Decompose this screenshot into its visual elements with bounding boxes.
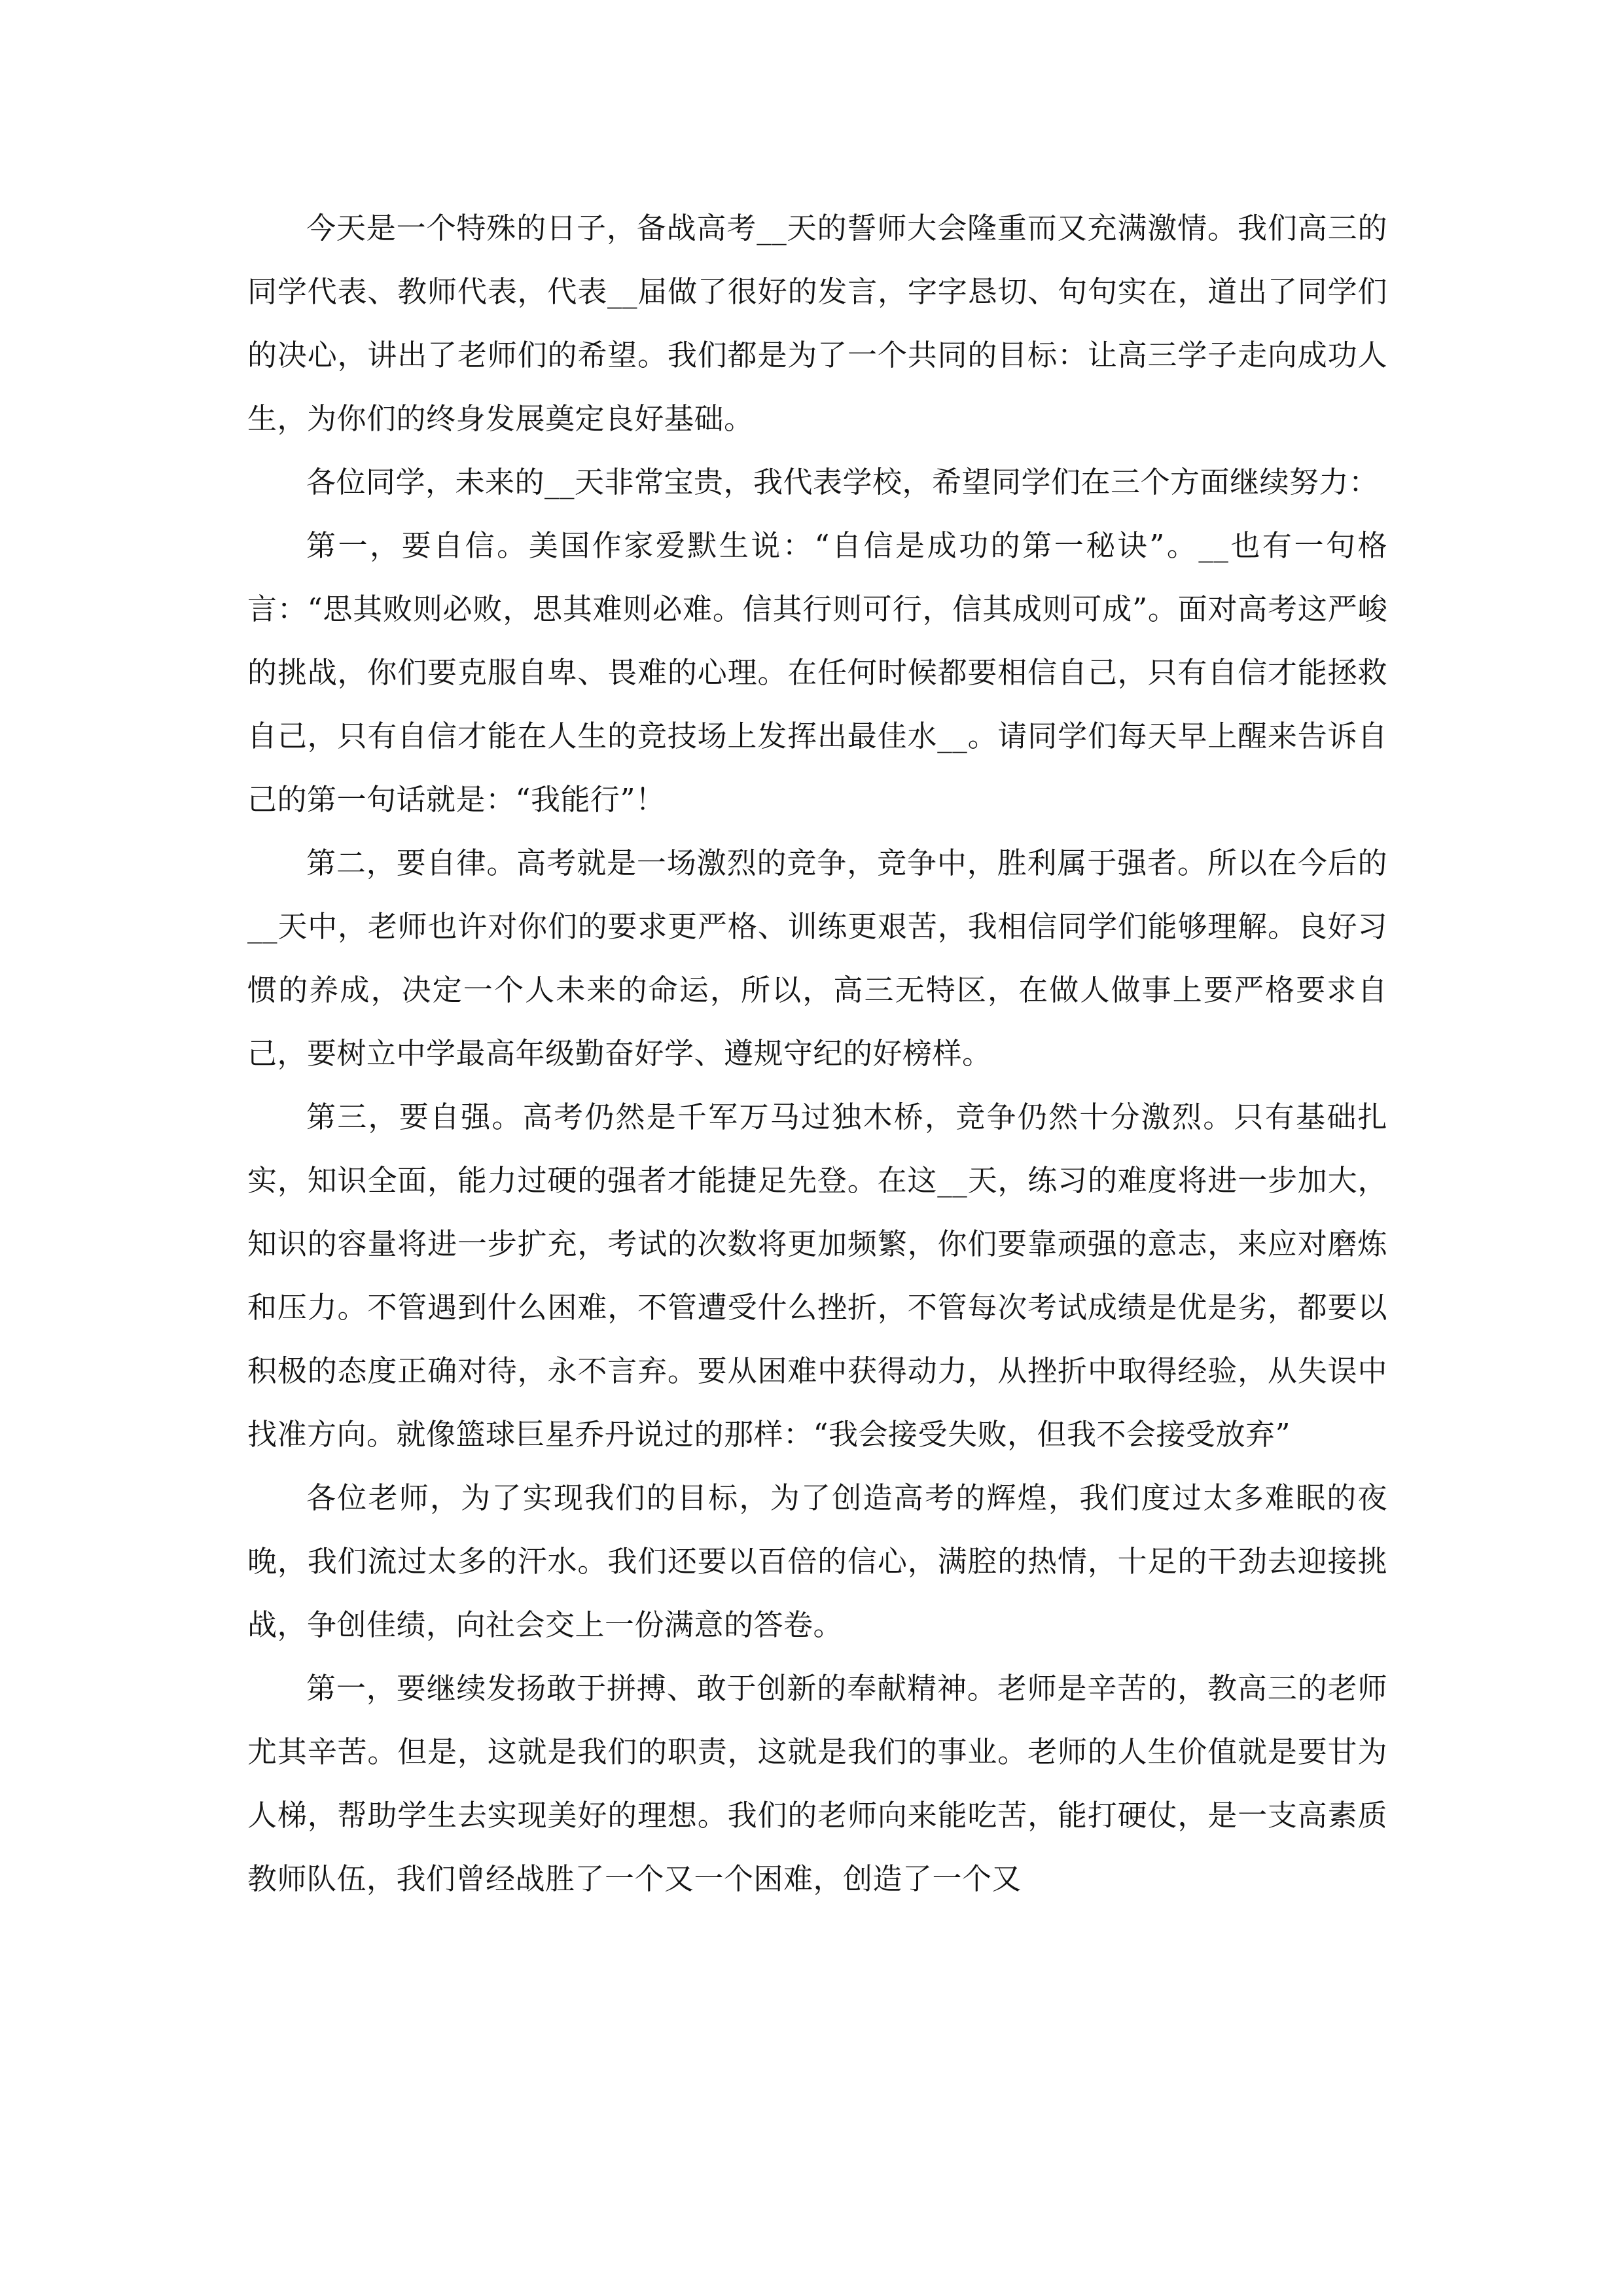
paragraph-teachers-address: 各位老师，为了实现我们的目标，为了创造高考的辉煌，我们度过太多难眠的夜晚，我们流过太多的汗水。我们还要以百倍的信心，满腔的热情，十足的干劲去迎接挑战，争创佳绩，向社会交上一份满意的答卷。 — [247, 1480, 1387, 1642]
paragraph-self-discipline: 第二，要自律。高考就是一场激烈的竞争，竞争中，胜利属于强者。所以在今后的__天中，老师也许对你们的要求更严格、训练更艰苦，我相信同学们能够理解。良好习惯的养成，决定一个人未来的命运，所以，高三无特区，在做人做事上要严格要求自己，要树立中学最高年级勤奋好学、遵规守纪的好榜样。 — [247, 846, 1387, 1071]
paragraph-self-strength: 第三，要自强。高考仍然是千军万马过独木桥，竞争仍然十分激烈。只有基础扎实，知识全面，能力过硬的强者才能捷足先登。在这__天，练习的难度将进一步加大，知识的容量将进一步扩充，考试的次数将更加频繁，你们要靠顽强的意志，来应对磨炼和压力。不管遇到什么困难，不管遭受什么挫折，不管每次考试成绩是优是劣，都要以积极的态度正确对待，永不言弃。要从困难中获得动力，从挫折中取得经验，从失误中找准方向。就像篮球巨星乔丹说过的那样：“我会接受失败，但我不会接受放弃” — [247, 1100, 1387, 1452]
document-body — [247, 196, 1387, 1910]
paragraph-teachers-first-point: 第一，要继续发扬敢于拼搏、敢于创新的奉献精神。老师是辛苦的，教高三的老师尤其辛苦。但是，这就是我们的职责，这就是我们的事业。老师的人生价值就是要甘为人梯，帮助学生去实现美好的理想。我们的老师向来能吃苦，能打硬仗，是一支高素质教师队伍，我们曾经战胜了一个又一个困难，创造了一个又 — [247, 1671, 1387, 1896]
paragraph-students-address: 各位同学，未来的__天非常宝贵，我代表学校，希望同学们在三个方面继续努力： — [306, 465, 1379, 499]
paragraph-opening: 今天是一个特殊的日子，备战高考__天的誓师大会隆重而又充满激情。我们高三的同学代表、教师代表，代表__届做了很好的发言，字字恳切、句句实在，道出了同学们的决心，讲出了老师们的希望。我们都是为了一个共同的目标：让高三学子走向成功人生，为你们的终身发展奠定良好基础。 — [247, 211, 1387, 436]
paragraph-self-confidence: 第一，要自信。美国作家爱默生说：“自信是成功的第一秘诀”。__也有一句格言：“思其败则必败，思其难则必难。信其行则可行，信其成则可成”。面对高考这严峻的挑战，你们要克服自卑、畏难的心理。在任何时候都要相信自己，只有自信才能拯救自己，只有自信才能在人生的竞技场上发挥出最佳水__。请同学们每天早上醒来告诉自己的第一句话就是：“我能行”！ — [247, 528, 1387, 817]
